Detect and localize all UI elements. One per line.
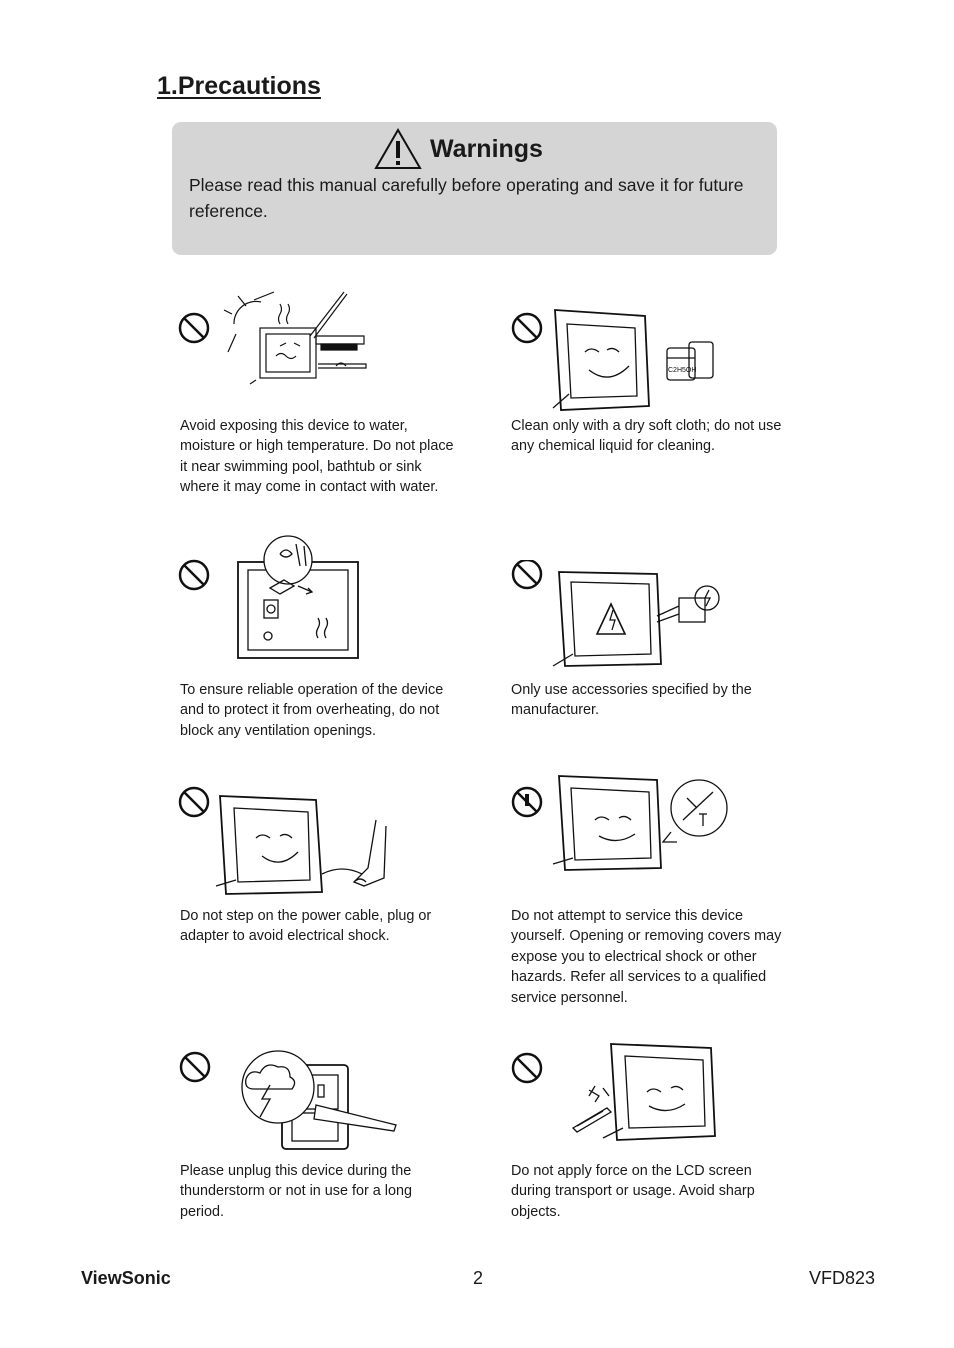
servicing-illustration: [507, 774, 732, 879]
page-title: 1.Precautions: [157, 72, 321, 100]
warning-triangle-icon: [374, 128, 422, 170]
footer-page-number: 2: [473, 1268, 484, 1288]
warnings-heading: Warnings: [430, 134, 543, 163]
precaution-text: Only use accessories specified by the manufacturer.: [511, 682, 752, 719]
cleaning-illustration: [507, 288, 727, 413]
water-heat-illustration: [176, 288, 376, 388]
precaution-text: Do not step on the power cable, plug or adapter to avoid electrical shock.: [180, 908, 432, 945]
chemical-formula-label: C2H5OH: [668, 367, 697, 374]
warnings-text: Please read this manual carefully before operating and save it for future reference.: [189, 175, 744, 221]
ventilation-illustration: [176, 530, 376, 665]
warnings-header: [374, 128, 543, 170]
precaution-text: Clean only with a dry soft cloth; do not use any chemical liquid for cleaning.: [511, 418, 782, 455]
accessories-illustration: [507, 560, 727, 672]
thunderstorm-illustration: [176, 1045, 401, 1155]
precaution-text: Please unplug this device during the thunderstorm or not in use for a long period.: [180, 1163, 412, 1220]
footer-model: VFD823: [808, 1268, 875, 1288]
screwdriver-icon: [525, 794, 529, 806]
precaution-text: Do not apply force on the LCD screen during transport or usage. Avoid sharp objects.: [511, 1163, 755, 1220]
power-cable-illustration: [176, 786, 391, 896]
precaution-text: To ensure reliable operation of the device and to protect it from overheating, do not block any ventilation openings.: [180, 682, 444, 739]
precaution-text: Do not attempt to service this device yourself. Opening or removing covers may expose you to electrical shock or other hazards. Refer all services to a qualified service personnel.: [511, 908, 782, 1006]
sharp-objects-illustration: [507, 1040, 727, 1152]
footer-brand: ViewSonic: [81, 1268, 171, 1288]
precaution-text: Avoid exposing this device to water, moisture or high temperature. Do not place it near swimming pool, bathtub or sink where it may come in contact with water.: [180, 418, 454, 496]
